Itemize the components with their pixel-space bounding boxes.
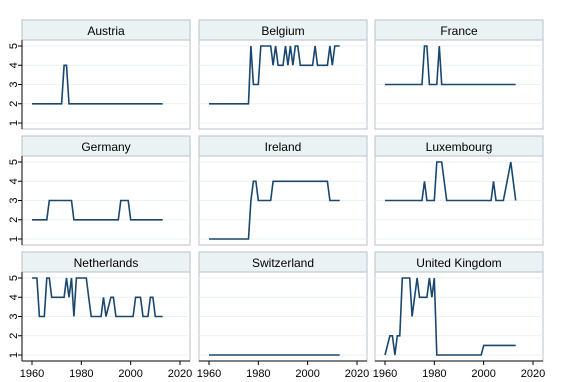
panel-netherlands — [8, 252, 192, 380]
y-tick-label: 5 — [7, 158, 20, 166]
panel-title: Germany — [81, 140, 131, 154]
y-tick-label: 3 — [7, 197, 20, 204]
x-tick-label: 1960 — [19, 368, 45, 380]
y-tick-label: 5 — [7, 274, 20, 282]
x-tick-label: 2000 — [118, 368, 143, 380]
panel-belgium — [199, 20, 367, 129]
panel-title: Austria — [87, 24, 125, 38]
panel-united-kingdom — [373, 252, 545, 380]
x-tick-label: 2020 — [344, 368, 370, 380]
panel-ireland — [199, 136, 367, 245]
y-tick-label: 4 — [7, 178, 20, 185]
x-tick-label: 1960 — [372, 368, 398, 380]
x-tick-label: 1960 — [196, 368, 222, 380]
y-tick-label: 2 — [7, 216, 20, 223]
x-tick-label: 1980 — [422, 368, 447, 380]
y-tick-label: 1 — [7, 351, 20, 359]
y-tick-label: 4 — [7, 62, 20, 69]
panel-germany — [8, 136, 190, 245]
y-tick-label: 4 — [7, 294, 20, 301]
panel-title: Netherlands — [73, 256, 139, 270]
y-tick-label: 1 — [7, 235, 20, 243]
y-tick-label: 2 — [7, 100, 20, 107]
panel-france — [375, 20, 543, 129]
panel-title: Switzerland — [251, 256, 315, 270]
y-tick-label: 1 — [7, 119, 20, 127]
y-tick-label: 3 — [7, 313, 20, 320]
panel-austria — [8, 20, 190, 129]
y-tick-label: 5 — [7, 42, 20, 50]
panel-title: France — [440, 24, 478, 38]
panel-title: Ireland — [264, 140, 302, 154]
x-tick-label: 1980 — [246, 368, 271, 380]
panel-title: Luxembourg — [425, 140, 493, 154]
x-tick-label: 2020 — [520, 368, 546, 380]
y-tick-label: 3 — [7, 81, 20, 88]
x-tick-label: 2000 — [471, 368, 496, 380]
x-tick-label: 2020 — [167, 368, 193, 380]
panel-title: United Kingdom — [416, 256, 502, 270]
panel-switzerland — [197, 252, 369, 380]
y-tick-label: 2 — [7, 332, 20, 339]
panel-luxembourg — [375, 136, 543, 245]
x-tick-label: 2000 — [295, 368, 320, 380]
x-tick-label: 1980 — [69, 368, 94, 380]
panel-title: Belgium — [261, 24, 305, 38]
